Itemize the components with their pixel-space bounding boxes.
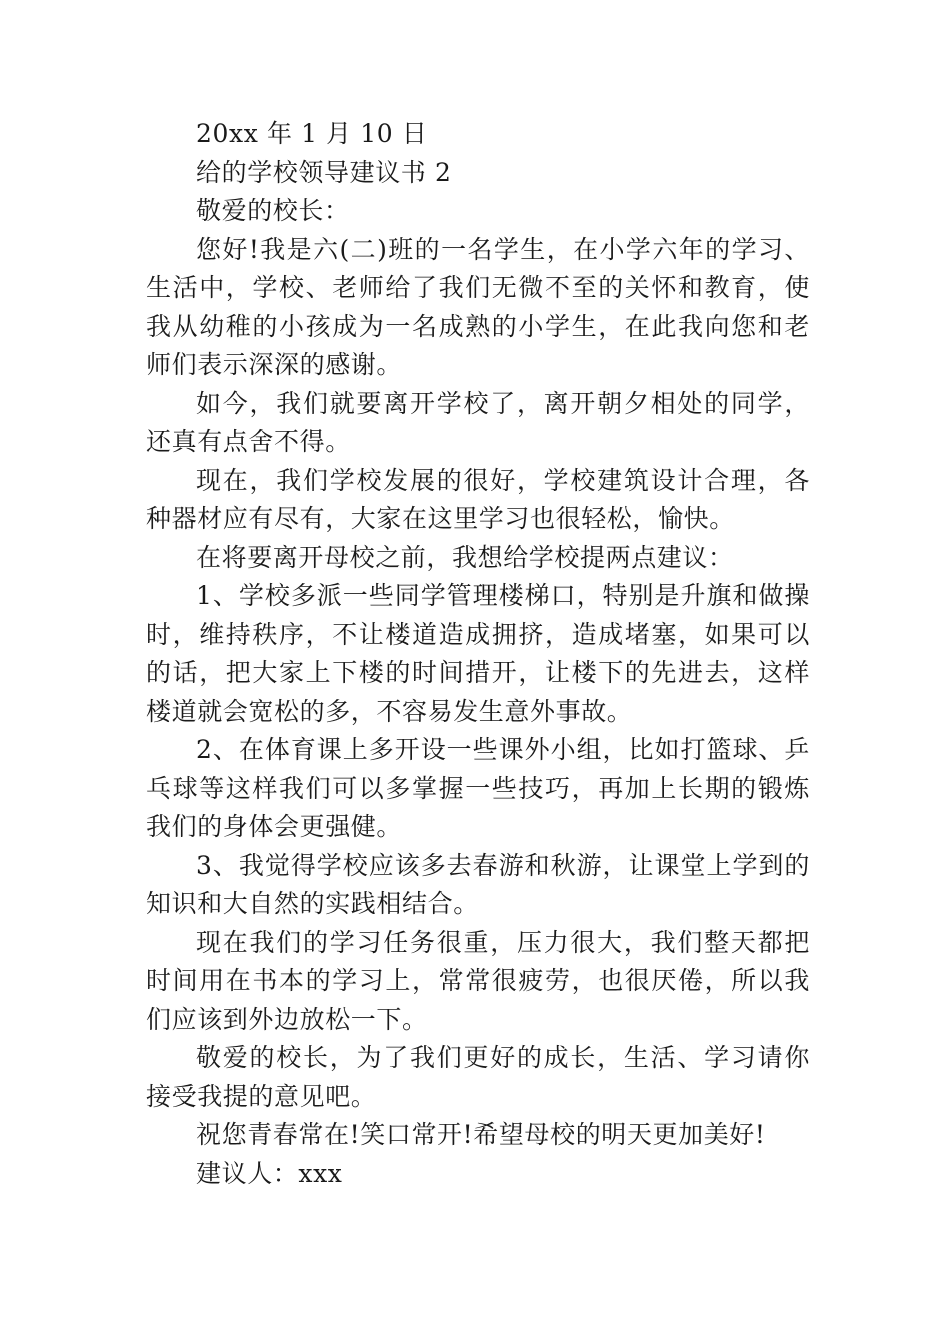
body-paragraph-request: 敬爱的校长，为了我们更好的成长，生活、学习请你接受我提的意见吧。 (146, 1043, 810, 1111)
body-paragraph-study-pressure: 现在我们的学习任务很重，压力很大，我们整天都把时间用在书本的学习上，常常很疲劳，也很厌倦，所以我们应该到外边放松一下。 (146, 927, 810, 1034)
suggestion-item-3: 3、我觉得学校应该多去春游和秋游，让课堂上学到的知识和大自然的实践相结合。 (146, 850, 810, 918)
body-paragraph-leaving: 如今，我们就要离开学校了，离开朝夕相处的同学，还真有点舍不得。 (146, 388, 810, 456)
body-paragraph-greeting: 您好!我是六(二)班的一名学生，在小学六年的学习、生活中，学校、老师给了我们无微不至的关怀和教育，使我从幼稚的小孩成为一名成熟的小学生，在此我向您和老师们表示深深的感谢。 (146, 234, 810, 379)
document-body (146, 115, 810, 1193)
letter-signature: 建议人：xxx (196, 1158, 343, 1188)
body-paragraph-suggestion-intro: 在将要离开母校之前，我想给学校提两点建议： (196, 542, 734, 572)
letter-date: 20xx 年 1 月 10 日 (196, 119, 428, 148)
suggestion-item-2: 2、在体育课上多开设一些课外小组，比如打篮球、乒乓球等这样我们可以多掌握一些技巧，再加上长期的锻炼我们的身体会更强健。 (146, 735, 810, 841)
letter-title: 给的学校领导建议书 2 (196, 157, 452, 187)
body-paragraph-school-development: 现在，我们学校发展的很好，学校建筑设计合理，各种器材应有尽有，大家在这里学习也很轻松，愉快。 (146, 465, 810, 533)
closing-wishes: 祝您青春常在!笑口常开!希望母校的明天更加美好! (196, 1120, 766, 1149)
suggestion-item-1: 1、学校多派一些同学管理楼梯口，特别是升旗和做操时，维持秩序，不让楼道造成拥挤，造成堵塞，如果可以的话，把大家上下楼的时间措开，让楼下的先进去，这样楼道就会宽松的多，不容易发生意外事故。 (146, 581, 810, 726)
letter-salutation: 敬爱的校长： (196, 196, 350, 225)
